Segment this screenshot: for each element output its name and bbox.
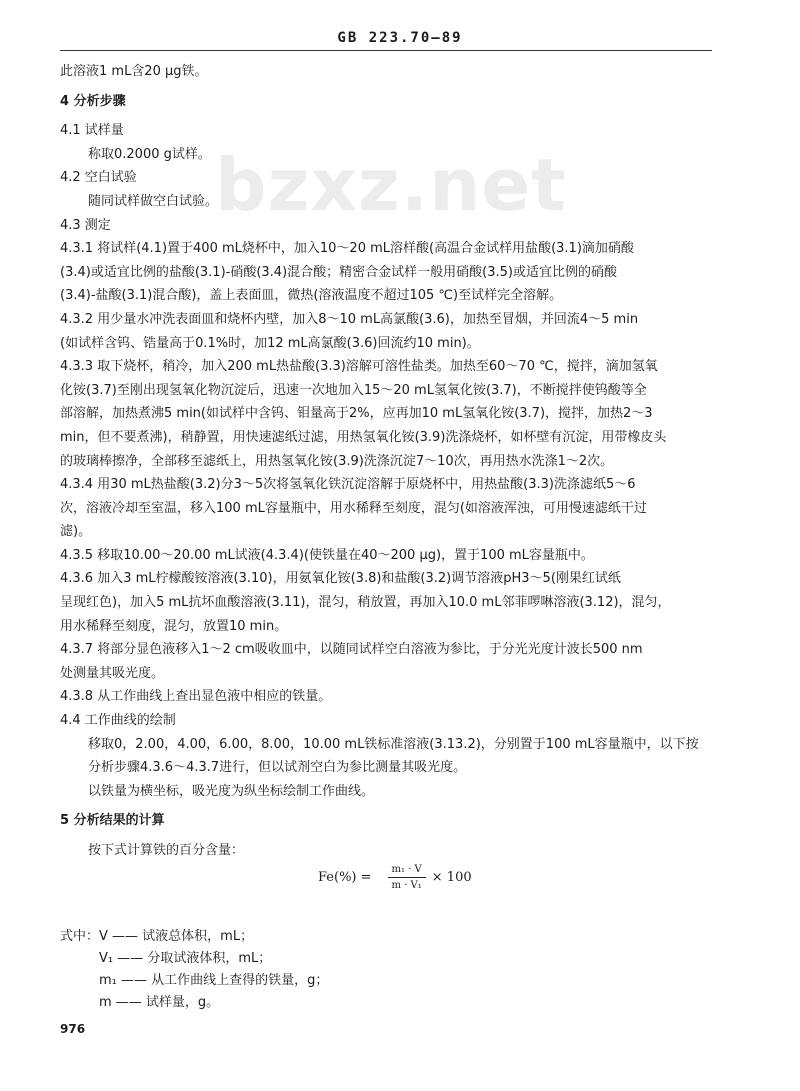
text-line: min，但不要煮沸)，稍静置，用快速滤纸过滤，用热氢氧化铵(3.9)洗涤烧杯，如杯壁有沉淀，用带橡皮头 (60, 429, 667, 445)
formula-lhs: Fe(%) = (318, 870, 372, 885)
text-line: 呈现红色)，加入5 mL抗坏血酸溶液(3.11)，混匀，稍放置，再加入10.0 mL邻菲啰啉溶液(3.12)，混匀， (60, 595, 671, 611)
text-line: 滤)。 (60, 524, 92, 540)
text-line: 称取0.2000 g试样。 (88, 146, 211, 162)
definition-line: V₁ —— 分取试液体积，mL； (60, 951, 272, 966)
text-line: (如试样含钨、锆量高于0.1%时，加12 mL高氯酸(3.6)回流约10 min)。 (60, 335, 480, 351)
watermark: bzxz.net (215, 143, 567, 227)
text-line: 4.4 工作曲线的绘制 (60, 713, 176, 729)
header-rule (60, 50, 712, 51)
section-heading: 4 分析步骤 (60, 93, 126, 109)
text-line: 处测量其吸光度。 (60, 665, 165, 681)
text-line: 4.3 测定 (60, 217, 111, 233)
text-line: 4.3.3 取下烧杯，稍冷，加入200 mL热盐酸(3.3)溶解可溶性盐类。加热至60～70 ℃，搅拌，滴加氢氧 (60, 359, 658, 375)
text-line: (3.4)-盐酸(3.1)混合酸)，盖上表面皿，微热(溶液温度不超过105 ℃)至试样完全溶解。 (60, 288, 563, 304)
text-line: 4.3.5 移取10.00～20.00 mL试液(4.3.4)(使铁量在40～200 μg)，置于100 mL容量瓶中。 (60, 547, 594, 563)
section-heading: 5 分析结果的计算 (60, 813, 165, 829)
definition-line: m₁ —— 从工作曲线上查得的铁量，g； (60, 973, 329, 988)
text-line: (3.4)或适宜比例的盐酸(3.1)-硝酸(3.4)混合酸；精密合金试样一般用硝酸(3.5)或适宜比例的硝酸 (60, 264, 617, 280)
text-line: 用水稀释至刻度，混匀，放置10 min。 (60, 618, 288, 634)
text-line: 4.3.4 用30 mL热盐酸(3.2)分3～5次将氢氧化铁沉淀溶解于原烧杯中，用热盐酸(3.3)洗涤滤纸5～6 (60, 477, 636, 493)
text-line: 分析步骤4.3.6～4.3.7进行，但以试剂空白为参比测量其吸光度。 (88, 760, 467, 776)
page-number: 976 (60, 1022, 86, 1036)
text-line: 4.3.8 从工作曲线上查出显色液中相应的铁量。 (60, 689, 332, 705)
formula-numerator: m₁ · V (388, 864, 426, 878)
document-body (60, 60, 712, 863)
text-line: 移取0，2.00，4.00，6.00，8.00，10.00 mL铁标准溶液(3.13.2)，分别置于100 mL容量瓶中，以下按 (88, 736, 699, 752)
text-line: 4.3.1 将试样(4.1)置于400 mL烧杯中，加入10～20 mL溶样酸(高温合金试样用盐酸(3.1)滴加硝酸 (60, 241, 634, 257)
text-line: 的玻璃棒擦净，全部移至滤纸上，用热氢氧化铵(3.9)洗涤沉淀7～10次，再用热水洗涤1～2次。 (60, 453, 614, 469)
formula-denominator: m · V₁ (391, 880, 422, 891)
formula-fraction (388, 864, 426, 891)
variable-definitions (60, 926, 712, 1014)
text-line: 按下式计算铁的百分含量： (88, 843, 245, 858)
text-line: 此溶液1 mL含20 μg铁。 (60, 64, 208, 79)
text-line: 4.3.6 加入3 mL柠檬酸铵溶液(3.10)，用氨氧化铵(3.8)和盐酸(3.2)调节溶液pH3～5(刚果红试纸 (60, 571, 621, 587)
text-line: 次，溶液冷却至室温，移入100 mL容量瓶中，用水稀释至刻度，混匀(如溶液浑浊，可用慢速滤纸干过 (60, 500, 647, 516)
formula (318, 864, 472, 891)
text-line: 以铁量为横坐标，吸光度为纵坐标绘制工作曲线。 (88, 783, 375, 799)
definition-line: 式中：V —— 试液总体积，mL； (60, 929, 254, 944)
definition-line: m —— 试样量，g。 (60, 995, 220, 1010)
formula-suffix: × 100 (431, 870, 472, 885)
text-line: 化铵(3.7)至刚出现氢氧化物沉淀后，迅速一次地加入15～20 mL氢氧化铵(3.7)，不断搅拌使钨酸等全 (60, 382, 647, 398)
text-line: 4.1 试样量 (60, 123, 124, 139)
text-line: 4.3.2 用少量水冲洗表面皿和烧杯内壁，加入8～10 mL高氯酸(3.6)，加热至冒烟，并回流4～5 min (60, 311, 639, 327)
text-line: 4.3.7 将部分显色液移入1～2 cm吸收皿中，以随同试样空白溶液为参比，于分光光度计波长500 nm (60, 642, 643, 658)
text-line: 4.2 空白试验 (60, 170, 137, 186)
text-line: 部溶解，加热煮沸5 min(如试样中含钨、钼量高于2%，应再加10 mL氢氧化铵(3.7)，搅拌，加热2～3 (60, 406, 653, 422)
text-line: 随同试样做空白试验。 (88, 193, 219, 209)
standard-number: GB 223.70—89 (337, 30, 463, 46)
